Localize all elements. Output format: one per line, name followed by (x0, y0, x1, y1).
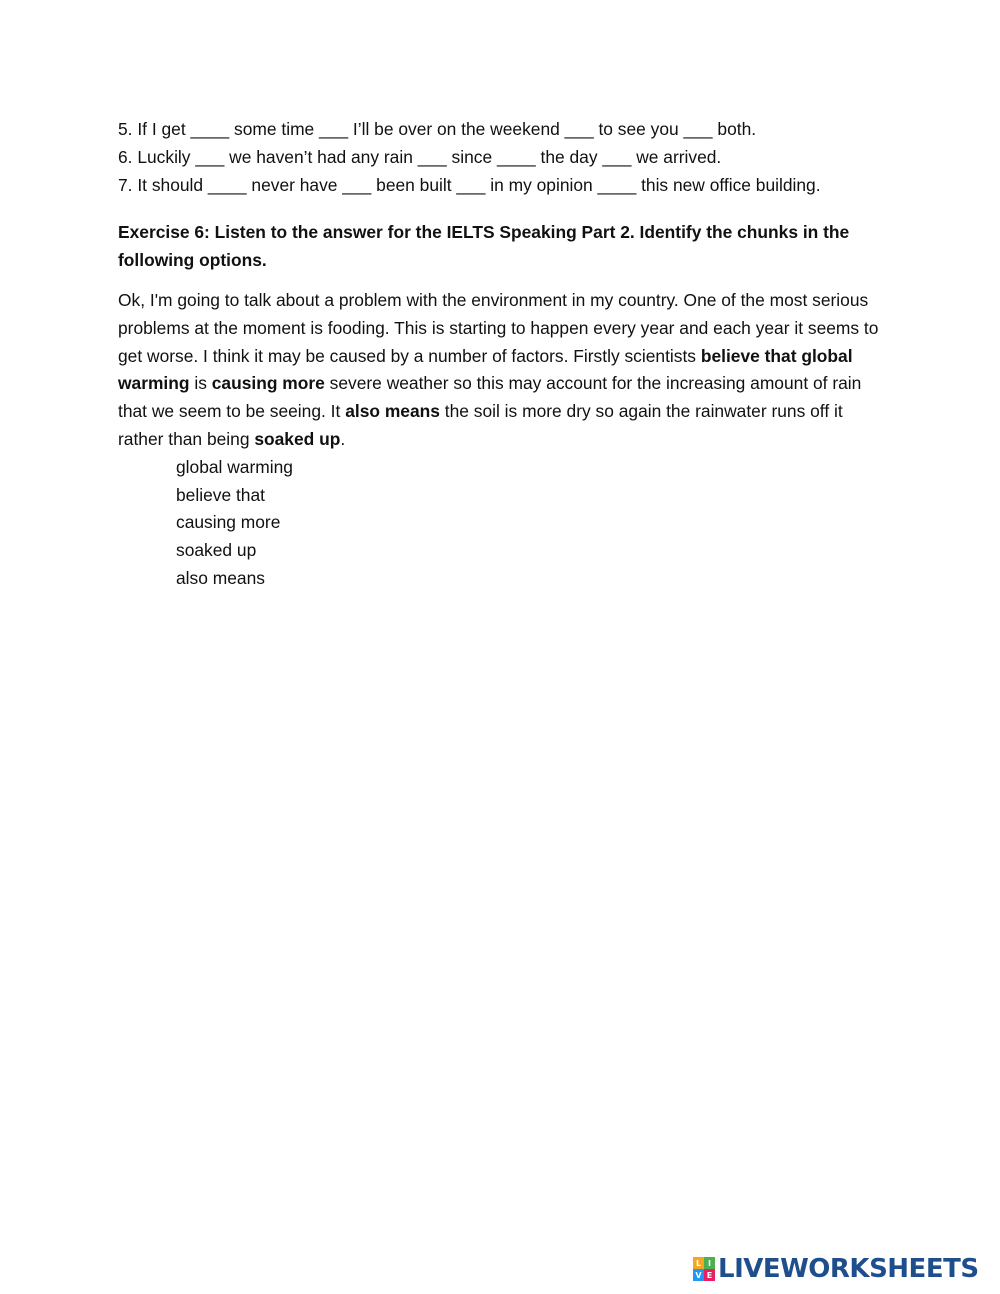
bold-chunk: also means (345, 401, 440, 422)
liveworksheets-logo (693, 1254, 979, 1284)
paragraph-text: severe weather so this may account for the increasing amount of rain that we seem to be seeing. It (118, 373, 862, 422)
logo-mark-cell: E (704, 1269, 715, 1281)
option-item[interactable]: also means (176, 567, 265, 588)
paragraph-text: Ok, I'm going to talk about a problem with the environment in my country. One of the most serious problems at the moment is fooding. This is starting to happen every year and each year it seems to get worse. I think it may be caused by a number of factors. Firstly scientists (118, 289, 879, 366)
logo-mark-icon (693, 1257, 715, 1281)
option-item[interactable]: global warming (176, 456, 293, 477)
logo-mark-cell: I (704, 1257, 715, 1269)
sentence-5: 5. If I get ____ some time ___ I’ll be over on the weekend ___ to see you ___ both. (118, 119, 757, 139)
chunk-options (176, 454, 888, 593)
option-item[interactable]: soaked up (176, 540, 257, 561)
exercise-6-paragraph (118, 287, 888, 454)
bold-chunk: believe that global warming (118, 345, 853, 394)
option-item[interactable]: believe that (176, 484, 265, 505)
sentence-6: 6. Luckily ___ we haven’t had any rain ___ since ____ the day ___ we arrived. (118, 146, 722, 167)
paragraph-text: is (189, 373, 212, 394)
logo-mark-cell: V (693, 1269, 704, 1281)
logo-mark-cell: L (693, 1257, 704, 1269)
bold-chunk: causing more (211, 373, 325, 394)
sentence-7: 7. It should ____ never have ___ been built ___ in my opinion ____ this new office building. (118, 174, 821, 195)
exercise-6-heading: Exercise 6: Listen to the answer for the IELTS Speaking Part 2. Identify the chunks in the following options. (118, 222, 850, 271)
bold-chunk: soaked up (254, 428, 341, 449)
fill-in-sentences (118, 116, 888, 199)
paragraph-text: . (340, 428, 346, 449)
paragraph-text: the soil is more dry so again the rainwater runs off it rather than being (118, 401, 843, 449)
option-item[interactable]: causing more (176, 512, 281, 533)
worksheet-page (118, 116, 888, 593)
logo-text: LIVEWORKSHEETS (718, 1254, 979, 1284)
